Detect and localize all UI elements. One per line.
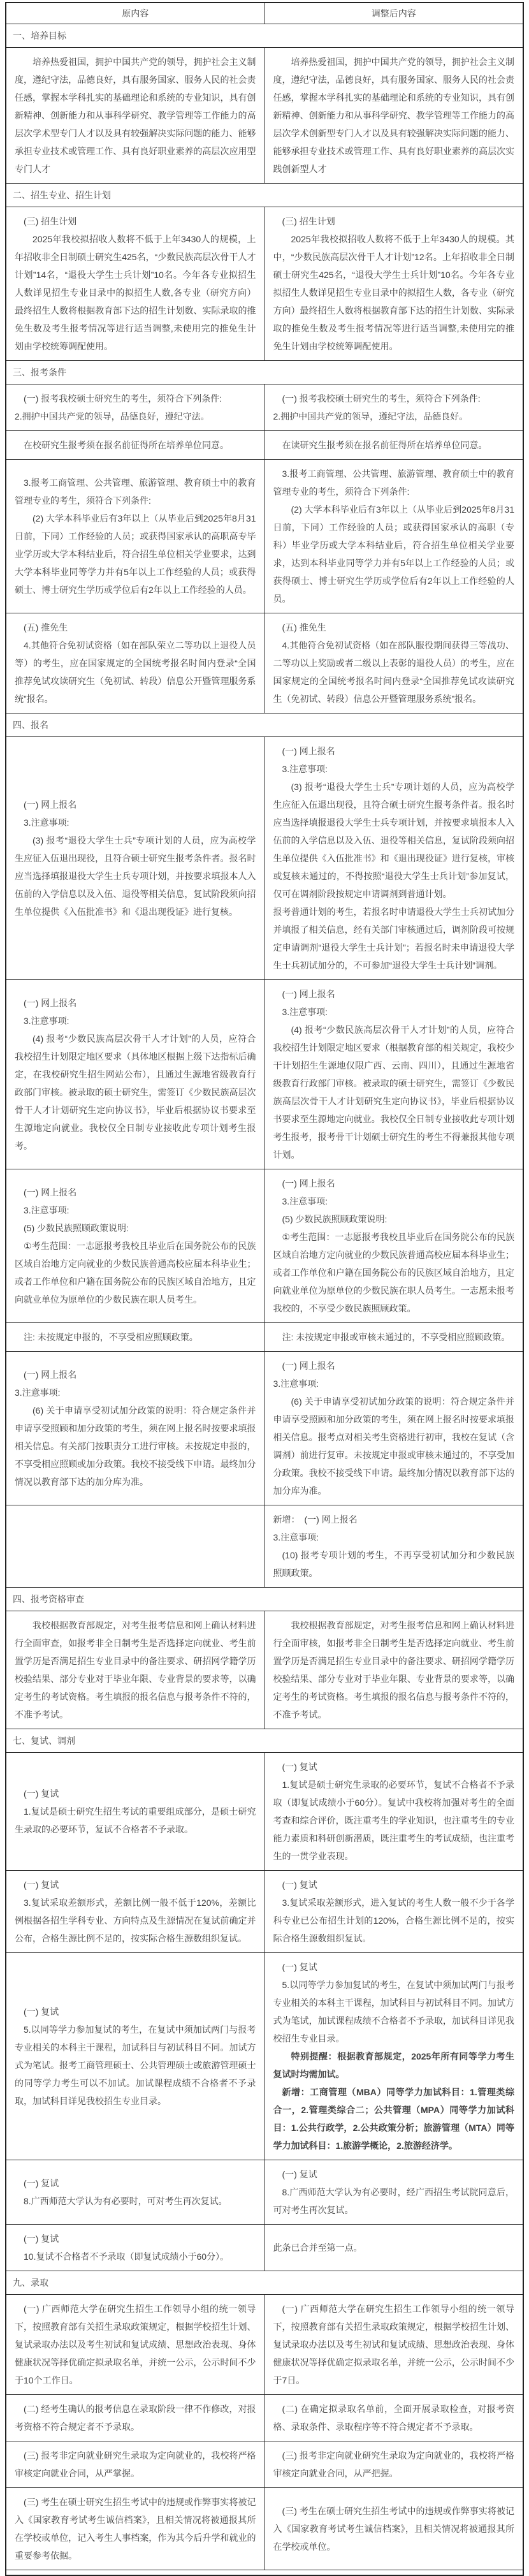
- comparison-row: [6, 384, 523, 431]
- comparison-row: [6, 1953, 523, 2160]
- paragraph: 2025年我校拟招收人数将不低于上年3430人的规模，上年招收非全日制硕士研究生425名，“少数民族高层次骨干人才计划”14名，“退役大学生士兵计划”10名。今年各专业拟招生人数详见招生专业目录中的拟招生人数,各专业（研究方向）最终招生人数将根据教育部下达的招生计划数、实际录取的推免生数及考生报考情况等进行适当调整,未使用完的推免生计划由学校统筹调配使用。: [15, 234, 256, 351]
- paragraph: (五) 推免生: [282, 622, 326, 633]
- content-cell-original: [6, 460, 264, 613]
- content-cell-original: [6, 48, 264, 184]
- content-cell-adjusted: [264, 1505, 523, 1588]
- paragraph: 5.以同等学力参加复试的考生，在复试中须加试两门与报考专业相关的本科主干课程，加试科目与初试科目不同。加试方式为笔试。报考工商管理硕士、公共管理硕士或旅游管理硕士的同等学力考生可以不加试。加试课程成绩不合格者不予录取，加试科目详见我校招生专业目录。: [15, 2024, 256, 2106]
- paragraph: 新增： (一) 网上报名: [273, 1514, 358, 1525]
- content-cell-adjusted: [264, 460, 523, 613]
- paragraph: (一) 复试: [24, 2178, 59, 2188]
- paragraph: 3.注意事项:: [15, 1387, 61, 1398]
- content-cell-adjusted: [264, 2295, 523, 2395]
- content-cell-adjusted: [264, 2441, 523, 2488]
- paragraph: 我校根据教育部规定，对考生报考信息和网上确认材料进行全面审核，如报考非全日制考生是否选择定向就业、考生前置学历是否满足招生专业目录中的备注要求、研招网学籍学历校验结果、部分专业对于毕业年限、专业背景的要求等，以确定考生的考试资格。考生填报的报名信息与报考条件不符的，不准予考试。: [273, 1620, 514, 1720]
- comparison-row: [6, 2160, 523, 2225]
- paragraph: (一) 复试: [282, 1762, 317, 1772]
- paragraph: 2.拥护中国共产党的领导，遵纪守法，品德良好。: [273, 411, 468, 421]
- section-row: [6, 24, 523, 48]
- paragraph: (2) 大学本科毕业后有3年以上（从毕业后到2025年8月31日前，下同）工作经验的人员；或获得国家承认的高职（专科）毕业学历或大学本科结业后，符合招生单位相关学业要求，达到本科毕业同等学力并有5年以上工作经验的人员；或获得硕士、博士研究生学历或学位后有2年以上工作经验的人员。: [273, 504, 514, 604]
- section-header: 二、招生专业、招生计划: [6, 184, 523, 207]
- section-row: [6, 184, 523, 207]
- content-cell-adjusted: [264, 613, 523, 714]
- comparison-row: [6, 207, 523, 361]
- comparison-row: [6, 2225, 523, 2271]
- paragraph: (一) 网上报名: [24, 1370, 77, 1380]
- content-cell-adjusted: [264, 2160, 523, 2225]
- comparison-row: [6, 1169, 523, 1323]
- paragraph: (一) 网上报名: [24, 998, 77, 1008]
- paragraph: (一) 复试: [282, 2169, 317, 2179]
- paragraph: (一) 网上报名: [282, 746, 335, 756]
- content-cell-original: [6, 1169, 264, 1323]
- paragraph: (三) 招生计划: [24, 216, 77, 226]
- content-cell-original: [6, 2395, 264, 2441]
- content-cell-original: [6, 2295, 264, 2395]
- paragraph: 3.注意事项:: [282, 1196, 328, 1206]
- content-cell-original: [6, 1352, 264, 1505]
- content-cell-adjusted: [264, 1323, 523, 1352]
- paragraph: (一) 复试: [24, 2007, 59, 2017]
- paragraph: (2) 大学本科毕业后有3年以上（从毕业后到2025年8月31日前，下同）工作经验的人员；或获得国家承认的高职高专毕业学历或大学本科结业后，符合招生单位相关学业要求，达到大学本科毕业同等学力并有5年以上工作经验的人员；或获得硕士、博士研究生学历或学位后有2年以上工作经验的人员。: [15, 513, 256, 595]
- paragraph: 报考普通计划的考生，若报名时申请退役大学生士兵初试加分并填报了相关信息，经有关部门审核通过后，调剂阶段可按规定申请调剂“退役大学生士兵计划”；若报名时未申请退役大学生士兵初试加分的，不可参加“退役大学生士兵计划”调剂。: [273, 907, 514, 970]
- paragraph: (一) 网上报名: [282, 1178, 335, 1189]
- paragraph: 2.拥护中国共产党的领导，品德良好，遵纪守法。: [15, 411, 210, 421]
- paragraph: (三) 招生计划: [282, 216, 335, 226]
- content-cell-adjusted: [264, 384, 523, 431]
- comparison-row: [6, 2295, 523, 2395]
- paragraph: 2025年我校拟招收人数将不低于上年3430人的规模。其中，“少数民族高层次骨干人才计划”12名。上年招收非全日制硕士研究生425名，“退役大学生士兵计划”10名。今年各专业拟招生人数详见招生专业目录中的拟招生人数，各专业（研究方向）最终招生人数将根据教育部下达的招生计划数、实际录取的推免生数及考生报考情况等进行适当调整,未使用完的推免生计划由学校统筹调配使用。: [273, 234, 514, 351]
- paragraph: (三) 考生在硕士研究生招生考试中的违规或作弊事实将被记入《国家教育考试考生诚信档案》，且相关情况将被通报其所在学校或单位，记入考生人事档案，作为其今后升学和就业的重要参考依据。: [15, 2497, 256, 2561]
- content-cell-adjusted: [264, 431, 523, 460]
- paragraph: 培养热爱祖国，拥护中国共产党的领导，拥护社会主义制度，遵纪守法，品德良好，具有服务国家、服务人民的社会责任感，掌握本学科扎实的基础理论和系统的专业知识，具有创新精神、创新能力和从事科学研究、教学管理等工作能力的高层次学术创新型专门人才以及具有较强解决实际问题的能力、能够承担专业技术或管理工作、具有良好职业素养的高层次实践创新型人才: [273, 57, 514, 174]
- comparison-row: [6, 1871, 523, 1953]
- column-header-original: 原内容: [6, 3, 264, 24]
- paragraph: (三) 考生在硕士研究生招生考试中的违规或作弊事实将被记入《国家教育考试考生诚信档案》，且相关情况将被通报其所在学校或单位。: [273, 2506, 514, 2552]
- content-cell-original: [6, 1323, 264, 1352]
- paragraph: 4.其他符合免初试资格（如在部队荣立二等功以上退役人员等）的考生，应在国家规定的全国统考报名时间内登录“全国推荐免试攻读研究生（免初试、转段）信息公开暨管理服务系统”报名。: [15, 640, 256, 704]
- content-cell-adjusted: [264, 980, 523, 1169]
- paragraph: 3.注意事项:: [282, 764, 328, 774]
- section-header: 一、培养目标: [6, 24, 523, 48]
- content-cell-original: [6, 1871, 264, 1953]
- section-header: 七、复试、调剂: [6, 1729, 523, 1753]
- paragraph: 此条已合并至第一点。: [273, 2243, 363, 2253]
- content-cell-adjusted: [264, 737, 523, 980]
- section-row: [6, 1729, 523, 1753]
- comparison-row: [6, 613, 523, 714]
- paragraph: (三) 报考非定向就业研究生录取为定向就业的，我校将严格审核定向就业合同，从严掌握。: [15, 2450, 256, 2478]
- paragraph: (一) 复试: [24, 1880, 59, 1890]
- paragraph: 特别提醒：根据教育部规定，2025年所有同等学力考生复试时均需加试。: [273, 2051, 514, 2079]
- content-cell-adjusted: [264, 1753, 523, 1871]
- paragraph: (3) 报考“退役大学生士兵”专项计划的人员，应为高校学生应征入伍退出现役，且符合硕士研究生报考条件者。报名时应当选择填报退役大学生士兵专项计划，并按要求填报本人入伍前的入学信息以及入伍、退役等相关信息，复试阶段须向招生单位提供《入伍批准书》和《退出现役证》进行复核，审核或复核未通过的，不得按照“退役大学生士兵计划”参加复试，仅可在调剂阶段按规定申请调剂到普通计划。: [273, 782, 514, 899]
- paragraph: 注: 未按规定申报的，不享受相应照顾政策。: [24, 1332, 198, 1342]
- paragraph: (一) 复试: [24, 2234, 59, 2244]
- paragraph: 在校研究生报考须在报名前征得所在培养单位同意。: [24, 440, 229, 450]
- section-header: 三、报考条件: [6, 361, 523, 384]
- paragraph: (一) 广西师范大学在研究生招生工作领导小组的统一领导下，按照教育部有关招生录取政策规定，根据学校招生计划、复试录取办法以及考生初试和复试成绩、思想政治表现、身体健康状况等择优确定拟录取名单，并统一公示，公示时间不少于7日。: [273, 2304, 514, 2385]
- paragraph: (二) 在确定拟录取名单前，全面开展录取检查，对报考资格、录取条件、录取程序等不符合规定者不予录取。: [273, 2404, 514, 2432]
- paragraph: (6) 关于申请享受初试加分政策的说明：符合规定条件并申请享受照顾和加分政策的考生，须在网上报名时按要求填报相关信息。报考点对相关考生资格进行初审，我校在复试（含调剂）前进行复审。未按规定申报或审核未通过的，不享受加分政策。我校不接受线下申请。最终加分情况以教育部下达的加分库为准。: [273, 1396, 514, 1496]
- paragraph: 在读研究生报考须在报名前征得所在培养单位同意。: [282, 440, 488, 450]
- content-cell-adjusted: [264, 1352, 523, 1505]
- paragraph: (五) 推免生: [24, 622, 68, 633]
- content-cell-original: [6, 980, 264, 1169]
- comparison-row: [6, 1323, 523, 1352]
- paragraph: 3.注意事项:: [24, 1205, 69, 1215]
- content-cell-original: [6, 1505, 264, 1588]
- content-cell-original: [6, 1611, 264, 1729]
- comparison-row: [6, 460, 523, 613]
- content-cell-adjusted: [264, 1953, 523, 2160]
- paragraph: (一) 网上报名: [282, 1361, 335, 1371]
- content-cell-adjusted: [264, 2225, 523, 2271]
- spacer-cell: [6, 2570, 523, 2575]
- paragraph: (5) 少数民族照顾政策说明:: [24, 1223, 129, 1233]
- content-cell-original: [6, 2160, 264, 2225]
- paragraph: 8.广西师范大学认为有必要时，可对考生再次复试。: [24, 2196, 228, 2206]
- paragraph: (一) 报考我校硕士研究生的考生，须符合下列条件:: [24, 393, 222, 404]
- comparison-row: [6, 431, 523, 460]
- paragraph: 10.复试不合格者不予录取（即复试成绩小于60分）。: [24, 2251, 229, 2262]
- paragraph: 3.注意事项:: [273, 1532, 319, 1542]
- content-cell-original: [6, 1753, 264, 1871]
- section-header: 四、报考资格审查: [6, 1588, 523, 1611]
- comparison-row: [6, 2488, 523, 2570]
- paragraph: (二) 经考生确认的报考信息在录取阶段一律不作修改，对报考资格不符合规定者不予录取。: [15, 2404, 256, 2432]
- comparison-row: [6, 2441, 523, 2488]
- content-cell-adjusted: [264, 2395, 523, 2441]
- paragraph: ①考生范围：一志愿报考我校且毕业后在国务院公布的民族区域自治地方定向就业的少数民族普通高校应届本科毕业生；或者工作单位和户籍在国务院公布的民族区域自治地方，且定向就业单位为原单位的少数民族在职人员考生。一志愿未报考我校的，不享受少数民族照顾政策。: [273, 1232, 514, 1314]
- spacer-row: [6, 2570, 523, 2575]
- content-cell-original: [6, 2488, 264, 2570]
- paragraph: 3.注意事项:: [24, 1016, 69, 1026]
- content-cell-original: [6, 2441, 264, 2488]
- section-row: [6, 714, 523, 737]
- paragraph: 8.广西师范大学认为有必要时，经广西招生考试院同意后，可对考生再次复试。: [273, 2187, 514, 2215]
- paragraph: 3.注意事项:: [273, 1379, 319, 1389]
- paragraph: (一) 复试: [24, 1789, 59, 1799]
- paragraph: (三) 报考非定向就业研究生录取为定向就业的，我校将严格审核定向就业合同，从严把握。: [273, 2450, 514, 2478]
- paragraph: (3) 报考“退役大学生士兵”专项计划的人员，应为高校学生应征入伍退出现役，且符合硕士研究生报考条件者。报名时应当选择填报退役大学生士兵专项计划，并按要求填报本人入伍前的入学信息以及入伍、退役等相关信息，复试阶段须向招生单位提供《入伍批准书》和《退出现役证》进行复核。: [15, 835, 256, 917]
- content-cell-adjusted: [264, 2488, 523, 2570]
- paragraph: 1.复试是硕士研究生录取的必要环节，复试不合格者不予录取（即复试成绩小于60分）。复试中我校将加强对考生的全面考查和综合评价，既注重考生的学业知识，也注重考生的专业能力素质和科研创新潜质，既注重考生的考试成绩，也注重考生的一贯学业表现。: [273, 1780, 514, 1861]
- content-cell-adjusted: [264, 1871, 523, 1953]
- paragraph: (10) 报考专项计划的考生，不再享受初试加分和少数民族照顾政策。: [273, 1550, 514, 1578]
- content-cell-adjusted: [264, 1611, 523, 1729]
- content-cell-adjusted: [264, 48, 523, 184]
- section-row: [6, 2271, 523, 2295]
- paragraph: (6) 关于申请享受初试加分政策的说明：符合规定条件并申请享受照顾和加分政策的考生，须在网上报名时按要求填报相关信息。有关部门按职责分工进行审核。未按规定申报的，不享受相应照顾或加分政策。我校不接受线下申请。最终加分情况以教育部下达的加分库为准。: [15, 1405, 256, 1487]
- content-cell-original: [6, 1953, 264, 2160]
- paragraph: (一) 网上报名: [282, 989, 335, 999]
- paragraph: (一) 广西师范大学在研究生招生工作领导小组的统一领导下，按照教育部有关招生录取政策规定，根据学校招生计划、复试录取办法以及考生初试和复试成绩、思想政治表现、身体健康状况等择优确定拟录取名单，并统一公示，公示时间不少于10个工作日。: [15, 2304, 256, 2385]
- paragraph: ①考生范围：一志愿报考我校且毕业后在国务院公布的民族区域自治地方定向就业的少数民族普通高校应届本科毕业生；或者工作单位和户籍在国务院公布的民族区域自治地方，且定向就业单位为原单位的少数民族在职人员考生。: [15, 1241, 256, 1305]
- content-cell-original: [6, 613, 264, 714]
- section-row: [6, 1588, 523, 1611]
- paragraph: 3.报考工商管理、公共管理、旅游管理、教育硕士中的教育管理专业的考生，须符合下列条件:: [15, 478, 256, 506]
- content-cell-original: [6, 737, 264, 980]
- paragraph: (一) 复试: [282, 1962, 317, 1972]
- paragraph: (4) 报考“少数民族高层次骨干人才计划”的人员，应符合我校招生计划限定地区要求（根据教育部的相关规定，我校少干计划招生生源地仅限广西、云南、四川），且通过生源地省级教育行政部门审核。被录取的硕士研究生，需签订《少数民族高层次骨干人才计划研究生定向协议书》，毕业后根据协议书要求至生源地定向就业。我校仅全日制专业接收此专项计划考生报考，报考骨干计划硕士研究生的考生不得兼报其他专项计划。: [273, 1025, 514, 1160]
- comparison-table-body: [6, 3, 523, 2575]
- content-cell-original: [6, 2225, 264, 2271]
- comparison-row: [6, 980, 523, 1169]
- paragraph: 新增：工商管理（MBA）同等学力加试科目：1.管理类综合一，2.管理类综合二；公共管理（MPA）同等学力加试科目：1.公共行政学，2.公共政策分析；旅游管理（MTA）同等学力加试科目：1.旅游学概论，2.旅游经济学。: [273, 2087, 514, 2151]
- paragraph: (一) 报考我校硕士研究生的考生，须符合下列条件:: [282, 393, 481, 404]
- paragraph: (一) 复试: [282, 1880, 317, 1890]
- comparison-row: [6, 1505, 523, 1588]
- comparison-row: [6, 737, 523, 980]
- comparison-row: [6, 48, 523, 184]
- paragraph: 培养热爱祖国，拥护中国共产党的领导，拥护社会主义制度，遵纪守法，品德良好，具有服务国家、服务人民的社会责任感，掌握本学科扎实的基础理论和系统的专业知识，具有创新精神、创新能力和从事科学研究、教学管理等工作能力的高层次学术型专门人才以及具有较强解决实际问题的能力、能够承担专业技术或管理工作、具有良好职业素养的高层次应用型专门人才: [15, 57, 256, 174]
- content-cell-original: [6, 384, 264, 431]
- section-header: 四、报名: [6, 714, 523, 737]
- paragraph: 5.以同等学力参加复试的考生，在复试中须加试两门与报考专业相关的本科主干课程，加试科目与初试科目不同。加试方式为笔试，加试课程成绩不合格者不予录取，加试科目详见我校招生专业目录。: [273, 1980, 514, 2044]
- paragraph: 3.复试采取差额形式，进入复试的考生人数一般不少于各学科专业已公布招生计划的120%，合格生源比例不足的，按实际合格生源数组织复试。: [273, 1898, 514, 1943]
- comparison-row: [6, 1611, 523, 1729]
- paragraph: (一) 网上报名: [24, 1187, 77, 1197]
- paragraph: 3.注意事项:: [24, 817, 69, 828]
- paragraph: (4) 报考“少数民族高层次骨干人才计划”的人员，应符合我校招生计划限定地区要求（具体地区根据上级下达指标后确定，在我校研究生招生网站公布），且通过生源地省级教育行政部门审核。被录取的硕士研究生，需签订《少数民族高层次骨干人才计划研究生定向协议书》，毕业后根据协议书要求至生源地定向就业。我校仅全日制专业接收此专项计划考生报考。: [15, 1034, 256, 1151]
- content-cell-original: [6, 431, 264, 460]
- comparison-row: [6, 1352, 523, 1505]
- paragraph: 注: 未按规定申报或审核未通过的，不享受相应照顾政策。: [282, 1332, 511, 1342]
- paragraph: 3.报考工商管理、公共管理、旅游管理、教育硕士中的教育管理专业的考生，须符合下列条件:: [273, 469, 514, 497]
- column-header-adjusted: 调整后内容: [264, 3, 523, 24]
- comparison-row: [6, 2395, 523, 2441]
- paragraph: (一) 网上报名: [24, 800, 77, 810]
- content-cell-adjusted: [264, 1169, 523, 1323]
- paragraph: 我校根据教育部规定，对考生报考信息和网上确认材料进行全面审查，如报考非全日制考生是否选择定向就业、考生前置学历是否满足招生专业目录中的备注要求、研招网学籍学历校验结果、部分专业对于毕业年限、专业背景的要求等，以确定考生的考试资格。考生填报的报名信息与报考条件不符的，不准予考试。: [15, 1620, 256, 1720]
- paragraph: (5) 少数民族照顾政策说明:: [282, 1214, 388, 1224]
- table-header-row: [6, 3, 523, 24]
- paragraph: 1.复试是硕士研究生招生考试的重要组成部分，是硕士研究生录取的必要环节，复试不合格者不予录取。: [15, 1806, 256, 1834]
- section-row: [6, 361, 523, 384]
- paragraph: 3.复试采取差额形式，差额比例一般不低于120%，差额比例根据各招生学科专业、方向特点及生源情况在复试前确定并公布，合格生源比例不足的，按实际合格生源数组织复试。: [15, 1898, 256, 1943]
- paragraph: 4.其他符合免初试资格（如在部队服役期间获得三等战功、二等功以上奖励或者二级以上表彰的退役人员）的考生，应在国家规定的全国统考报名时间内登录“全国推荐免试攻读研究生（免初试、转段）信息公开暨管理服务系统”报名。: [273, 640, 514, 704]
- section-header: 九、录取: [6, 2271, 523, 2295]
- paragraph: 3.注意事项:: [282, 1007, 328, 1017]
- content-cell-adjusted: [264, 207, 523, 361]
- content-cell-original: [6, 207, 264, 361]
- comparison-row: [6, 1753, 523, 1871]
- comparison-table: [5, 2, 524, 2576]
